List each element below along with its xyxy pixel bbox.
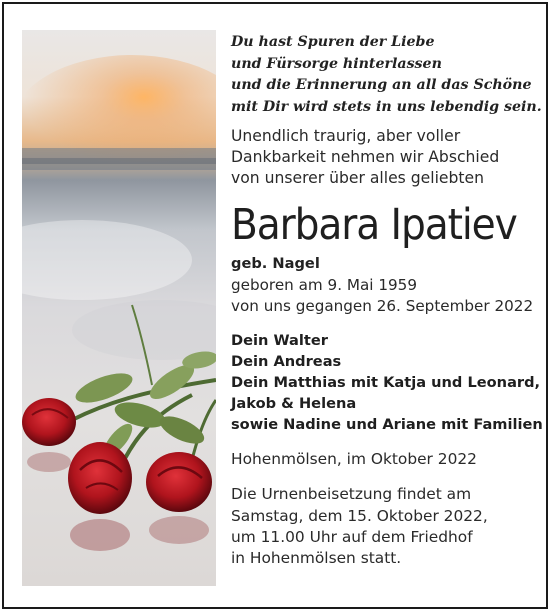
burial-line: Die Urnenbeisetzung findet am [231, 485, 472, 504]
maiden-name: geb. Nagel [231, 255, 320, 273]
intro-line: Dankbarkeit nehmen wir Abschied [231, 147, 500, 166]
deceased-name: Barbara Ipatiev [231, 200, 517, 251]
poem-line: und Fürsorge hinterlassen [231, 55, 442, 72]
memorial-poem [231, 32, 542, 118]
mourner-line: Jakob & Helena [231, 395, 357, 413]
mourner-line: Dein Walter [231, 332, 328, 350]
intro-line: von unserer über alles geliebten [231, 168, 485, 187]
death-date: von uns gegangen 26. September 2022 [231, 297, 534, 316]
poem-line: mit Dir wird stets in uns lebendig sein. [231, 98, 542, 115]
mourners-list [231, 330, 543, 435]
burial-notice [231, 484, 536, 569]
obituary-text [231, 32, 543, 570]
burial-line: in Hohenmölsen statt. [231, 549, 402, 568]
farewell-intro [231, 126, 536, 188]
birth-date: geboren am 9. Mai 1959 [231, 276, 417, 295]
intro-line: Unendlich traurig, aber voller [231, 127, 461, 145]
roses-on-water-photo [22, 30, 216, 586]
poem-line: Du hast Spuren der Liebe [231, 34, 435, 50]
mourner-line: Dein Matthias mit Katja und Leonard, [231, 374, 541, 392]
mourner-line: Dein Andreas [231, 353, 342, 371]
obituary-frame [2, 2, 548, 609]
mourner-line: sowie Nadine und Ariane mit Familien [231, 416, 543, 434]
life-dates [231, 275, 536, 317]
place-and-date: Hohenmölsen, im Oktober 2022 [231, 450, 477, 469]
burial-line: Samstag, dem 15. Oktober 2022, [231, 506, 488, 525]
poem-line: und die Erinnerung an all das Schöne [231, 77, 532, 93]
burial-line: um 11.00 Uhr auf dem Friedhof [231, 527, 473, 546]
